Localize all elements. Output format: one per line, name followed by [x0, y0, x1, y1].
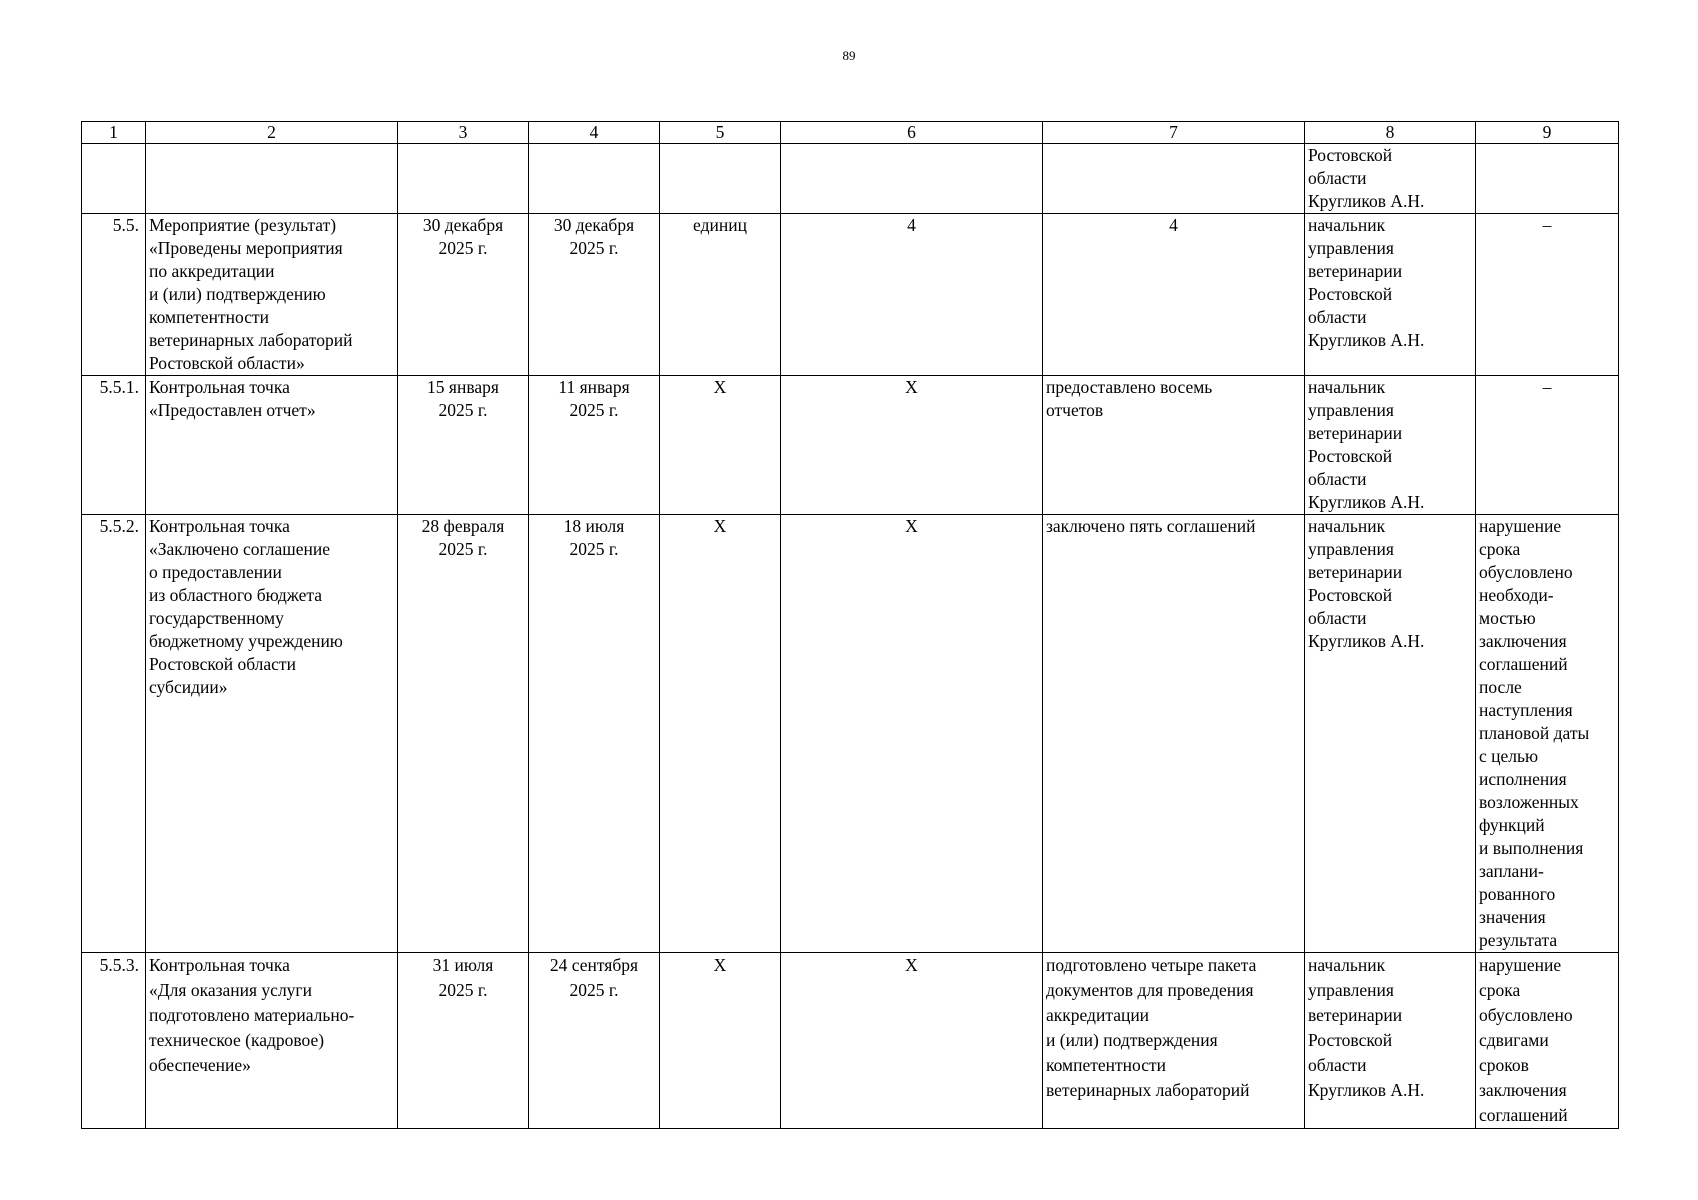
unit-cell: [660, 144, 781, 214]
cell-line: рованного: [1479, 884, 1556, 904]
cell-line: 28 февраля: [421, 516, 505, 536]
cell-line: значения: [1479, 907, 1546, 927]
fact-value-cell: [1043, 144, 1305, 214]
cell-line: Кругликов А.Н.: [1308, 330, 1425, 350]
cell-line: и (или) подтверждению: [149, 284, 326, 304]
fact-value-cell: [1043, 515, 1305, 953]
plan-date-cell: [398, 144, 529, 214]
cell-line: и выполнения: [1479, 838, 1584, 858]
cell-line: заключения: [1479, 1080, 1567, 1100]
cell-line: 31 июля: [432, 955, 494, 975]
cell-line: управления: [1308, 539, 1394, 559]
cell-line: ветеринарии: [1308, 1005, 1403, 1025]
cell-line: 2025 г.: [438, 980, 488, 1000]
fact-date-cell: [529, 515, 660, 953]
cell-line: области: [1308, 1055, 1367, 1075]
cell-line: ветеринарных лабораторий: [149, 330, 353, 350]
header-cell: 2: [146, 122, 398, 144]
cell-line: исполнения: [1479, 769, 1567, 789]
cell-line: плановой даты: [1479, 723, 1590, 743]
header-cell: 7: [1043, 122, 1305, 144]
cell-line: –: [1542, 377, 1552, 397]
cell-line: 11 января: [558, 377, 630, 397]
cell-line: управления: [1308, 980, 1394, 1000]
responsible-cell: [1305, 214, 1476, 376]
cell-line: ветеринарии: [1308, 423, 1403, 443]
cell-line: 2025 г.: [569, 400, 619, 420]
cell-line: Кругликов А.Н.: [1308, 492, 1425, 512]
cell-line: нарушение: [1479, 955, 1562, 975]
event-name-cell: [146, 376, 398, 515]
cell-line: сроков: [1479, 1055, 1529, 1075]
cell-line: возложенных: [1479, 792, 1579, 812]
responsible-cell: [1305, 376, 1476, 515]
cell-line: Мероприятие (результат): [149, 215, 337, 235]
cell-line: о предоставлении: [149, 562, 282, 582]
cell-line: Ростовской: [1308, 145, 1393, 165]
cell-line: области: [1308, 307, 1367, 327]
header-cell: 8: [1305, 122, 1476, 144]
cell-line: техническое (кадровое): [149, 1030, 325, 1050]
cell-line: начальник: [1308, 955, 1386, 975]
event-name-cell: [146, 214, 398, 376]
cell-line: бюджетному учреждению: [149, 631, 343, 651]
plan-date-cell: [398, 953, 529, 1129]
header-cell: 3: [398, 122, 529, 144]
row-number-cell: 5.5.1.: [82, 376, 146, 515]
cell-line: области: [1308, 469, 1367, 489]
cell-line: 2025 г.: [438, 238, 488, 258]
cell-line: Ростовской области»: [149, 353, 305, 373]
cell-line: начальник: [1308, 377, 1386, 397]
plan-value-cell: X: [781, 376, 1043, 515]
cell-line: 4: [1169, 215, 1178, 235]
cell-line: «Предоставлен отчет»: [149, 400, 316, 420]
cell-line: соглашений: [1479, 1105, 1568, 1125]
cell-line: и (или) подтверждения: [1046, 1030, 1218, 1050]
cell-line: государственному: [149, 608, 284, 628]
cell-line: предоставлено восемь: [1046, 377, 1213, 397]
cell-line: области: [1308, 168, 1367, 188]
cell-line: из областного бюджета: [149, 585, 323, 605]
note-cell: [1476, 376, 1619, 515]
header-cell: 4: [529, 122, 660, 144]
cell-line: заключения: [1479, 631, 1567, 651]
note-cell: [1476, 953, 1619, 1129]
cell-line: 2025 г.: [569, 238, 619, 258]
cell-line: аккредитации: [1046, 1005, 1150, 1025]
cell-line: компетентности: [149, 307, 269, 327]
cell-line: срока: [1479, 539, 1521, 559]
header-cell: 6: [781, 122, 1043, 144]
cell-line: 30 декабря: [553, 215, 635, 235]
cell-line: 24 сентября: [549, 955, 639, 975]
cell-line: 2025 г.: [569, 539, 619, 559]
cell-line: начальник: [1308, 215, 1386, 235]
cell-line: обеспечение»: [149, 1055, 251, 1075]
plan-value-cell: X: [781, 515, 1043, 953]
cell-line: отчетов: [1046, 400, 1104, 420]
row-number-cell: 5.5.: [82, 214, 146, 376]
plan-date-cell: [398, 376, 529, 515]
cell-line: Контрольная точка: [149, 516, 290, 536]
cell-line: сдвигами: [1479, 1030, 1549, 1050]
note-cell: [1476, 214, 1619, 376]
fact-date-cell: [529, 376, 660, 515]
cell-line: «Заключено соглашение: [149, 539, 331, 559]
cell-line: срока: [1479, 980, 1521, 1000]
cell-line: Ростовской: [1308, 585, 1393, 605]
cell-line: начальник: [1308, 516, 1386, 536]
cell-line: 2025 г.: [438, 539, 488, 559]
cell-line: соглашений: [1479, 654, 1568, 674]
report-table: [81, 121, 1619, 1129]
note-cell: [1476, 515, 1619, 953]
cell-line: управления: [1308, 238, 1394, 258]
cell-line: результата: [1479, 930, 1558, 950]
cell-line: ветеринарных лабораторий: [1046, 1080, 1250, 1100]
cell-line: 2025 г.: [569, 980, 619, 1000]
fact-date-cell: [529, 953, 660, 1129]
fact-date-cell: [529, 144, 660, 214]
table-body: [82, 122, 1619, 1129]
cell-line: управления: [1308, 400, 1394, 420]
fact-value-cell: [1043, 953, 1305, 1129]
header-row: [82, 122, 1619, 144]
cell-line: 15 января: [427, 377, 499, 397]
cell-line: обусловлено: [1479, 1005, 1573, 1025]
responsible-cell: [1305, 515, 1476, 953]
cell-line: Контрольная точка: [149, 377, 290, 397]
cell-line: после: [1479, 677, 1522, 697]
fact-value-cell: [1043, 376, 1305, 515]
plan-value-cell: [781, 144, 1043, 214]
cell-line: ветеринарии: [1308, 261, 1403, 281]
cell-line: Ростовской области: [149, 654, 296, 674]
table-row: [82, 953, 1619, 1129]
cell-line: нарушение: [1479, 516, 1562, 536]
cell-line: субсидии»: [149, 677, 228, 697]
event-name-cell: [146, 144, 398, 214]
cell-line: «Проведены мероприятия: [149, 238, 343, 258]
header-cell: 5: [660, 122, 781, 144]
cell-line: 30 декабря: [422, 215, 504, 235]
plan-date-cell: [398, 214, 529, 376]
cell-line: области: [1308, 608, 1367, 628]
unit-cell: X: [660, 376, 781, 515]
responsible-cell: [1305, 953, 1476, 1129]
cell-line: 18 июля: [563, 516, 625, 536]
row-number-cell: 5.5.2.: [82, 515, 146, 953]
header-cell: 9: [1476, 122, 1619, 144]
cell-line: заключено пять соглашений: [1046, 516, 1256, 536]
note-cell: [1476, 144, 1619, 214]
cell-line: Кругликов А.Н.: [1308, 631, 1425, 651]
cell-line: подготовлено четыре пакета: [1046, 955, 1257, 975]
cell-line: необходи-: [1479, 585, 1554, 605]
fact-date-cell: [529, 214, 660, 376]
cell-line: документов для проведения: [1046, 980, 1254, 1000]
table-row: [82, 144, 1619, 214]
responsible-cell: [1305, 144, 1476, 214]
cell-line: функций: [1479, 815, 1545, 835]
unit-cell: X: [660, 953, 781, 1129]
cell-line: ветеринарии: [1308, 562, 1403, 582]
cell-line: Кругликов А.Н.: [1308, 191, 1425, 211]
unit-cell: X: [660, 515, 781, 953]
cell-line: Кругликов А.Н.: [1308, 1080, 1425, 1100]
cell-line: по аккредитации: [149, 261, 275, 281]
cell-line: наступления: [1479, 700, 1573, 720]
plan-value-cell: 4: [781, 214, 1043, 376]
cell-line: Ростовской: [1308, 446, 1393, 466]
cell-line: подготовлено материально-: [149, 1005, 355, 1025]
table-row: [82, 214, 1619, 376]
plan-value-cell: X: [781, 953, 1043, 1129]
cell-line: «Для оказания услуги: [149, 980, 312, 1000]
page-number: 89: [842, 48, 856, 63]
cell-line: Ростовской: [1308, 1030, 1393, 1050]
event-name-cell: [146, 953, 398, 1129]
row-number-cell: [82, 144, 146, 214]
cell-line: компетентности: [1046, 1055, 1166, 1075]
fact-value-cell: [1043, 214, 1305, 376]
cell-line: 2025 г.: [438, 400, 488, 420]
table-row: [82, 515, 1619, 953]
cell-line: Контрольная точка: [149, 955, 290, 975]
cell-line: мостью: [1479, 608, 1536, 628]
cell-line: Ростовской: [1308, 284, 1393, 304]
cell-line: с целью: [1479, 746, 1539, 766]
event-name-cell: [146, 515, 398, 953]
row-number-cell: 5.5.3.: [82, 953, 146, 1129]
header-cell: 1: [82, 122, 146, 144]
cell-line: –: [1542, 215, 1552, 235]
cell-line: заплани-: [1479, 861, 1544, 881]
cell-line: обусловлено: [1479, 562, 1573, 582]
unit-cell: единиц: [660, 214, 781, 376]
table-row: [82, 376, 1619, 515]
plan-date-cell: [398, 515, 529, 953]
